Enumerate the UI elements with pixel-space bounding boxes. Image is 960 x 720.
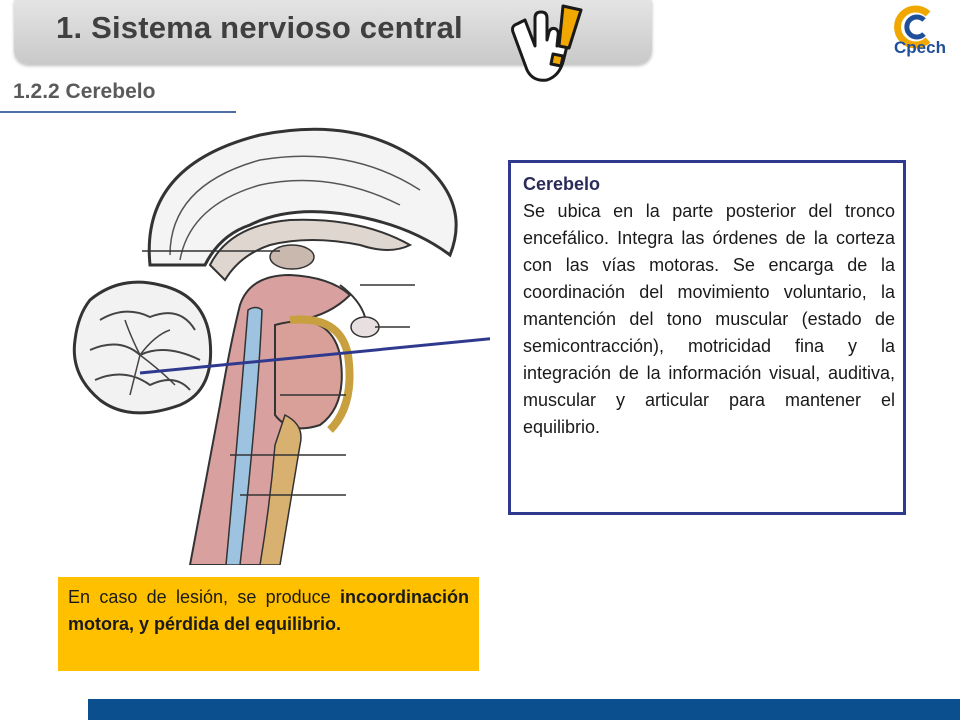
info-title: Cerebelo bbox=[523, 174, 601, 194]
cerebelo-info-box bbox=[508, 160, 906, 515]
lesion-bold-text: incoordinación motora, y pérdida del equilibrio. bbox=[68, 587, 469, 634]
lesion-note bbox=[58, 577, 479, 671]
bottom-bar bbox=[88, 699, 960, 720]
info-body: Se ubica en la parte posterior del tronco encefálico. Integra las órdenes de la corteza con las vías motoras. Se encarga de la coordinación del movimiento voluntario, la mantención del tono muscular (estado de semicontracción), motricidad fina y la integración de la información visual, auditiva, muscular y articular para mantener el equilibrio. bbox=[523, 201, 895, 437]
section-subtitle: 1.2.2 Cerebelo bbox=[13, 80, 156, 103]
logo-text: Cpech bbox=[894, 38, 946, 57]
cpech-logo bbox=[888, 4, 952, 68]
lesion-text: En caso de lesión, se produce bbox=[68, 587, 340, 607]
page-title: 1. Sistema nervioso central bbox=[56, 10, 463, 45]
hand-exclamation-icon bbox=[505, 2, 585, 86]
brain-sagittal-illustration bbox=[30, 105, 490, 565]
